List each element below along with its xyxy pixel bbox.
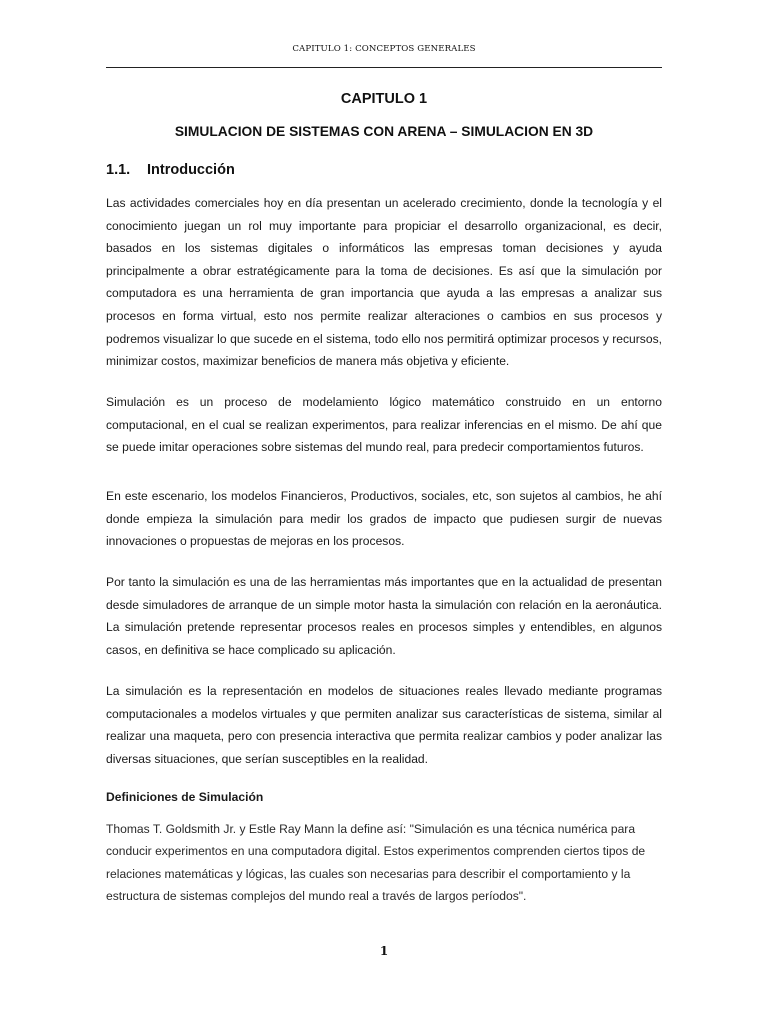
section-heading	[106, 162, 662, 178]
paragraph-representation: La simulación es la representación en modelos de situaciones reales llevado mediante programas computacionales a modelos virtuales y que permiten analizar sus características de sistema, similar al realizar una maqueta, pero con presencia interactiva que permita realizar cambios y poder analizar las diversas situaciones, que serían susceptibles en la realidad.	[106, 684, 662, 766]
definitions-heading: Definiciones de Simulación	[106, 790, 264, 804]
chapter-title: SIMULACION DE SISTEMAS CON ARENA – SIMULACION EN 3D	[174, 124, 594, 139]
running-header: CAPITULO 1: CONCEPTOS GENERALES	[292, 44, 476, 54]
section-number: 1.1.	[106, 162, 131, 178]
paragraph-tools: Por tanto la simulación es una de las herramientas más importantes que en la actualidad de presentan desde simuladores de arranque de un simple motor hasta la simulación con relación en la aeronáutica. La simulación pretende representar procesos reales en procesos simples y entendibles, en algunos casos, en definitiva se hace complicado su aplicación.	[106, 575, 662, 657]
section-title: Introducción	[147, 162, 235, 178]
header-divider	[106, 67, 662, 68]
paragraph-intro: Las actividades comerciales hoy en día presentan un acelerado crecimiento, donde la tecnología y el conocimiento juegan un rol muy importante para propiciar el desarrollo organizacional, es decir, basados en los sistemas digitales o informáticos las empresas toman decisiones y ayuda principalmente a obrar estratégicamente para la toma de decisiones. Es así que la simulación por computadora es una herramienta de gran importancia que ayuda a las empresas a analizar sus procesos en forma virtual, esto nos permite realizar alteraciones o cambios en sus procesos y podremos visualizar lo que sucede en el sistema, todo ello nos permitirá optimizar procesos y recursos, minimizar costos, maximizar beneficios de manera más objetiva y eficiente.	[106, 196, 662, 369]
page-number: 1	[379, 944, 389, 958]
definitions-text: Thomas T. Goldsmith Jr. y Estle Ray Mann la define así: "Simulación es una técnica numérica para conducir experimentos en una computadora digital. Estos experimentos comprenden ciertos tipos de relaciones matemáticas y lógicas, las cuales son necesarias para describir el comportamiento y la estructura de sistemas complejos del mundo real a través de largos períodos".	[106, 822, 646, 904]
chapter-label: CAPITULO 1	[340, 91, 428, 107]
paragraph-scenario: En este escenario, los modelos Financieros, Productivos, sociales, etc, son sujetos al cambios, he ahí donde empieza la simulación para medir los grados de impacto que pudiesen surgir de nuevas innovaciones o propuestas de mejoras en los procesos.	[106, 489, 662, 549]
paragraph-simulation-definition: Simulación es un proceso de modelamiento lógico matemático construido en un entorno computacional, en el cual se realizan experimentos, para realizar inferencias en el mismo. De ahí que se puede imitar operaciones sobre sistemas del mundo real, para predecir comportamientos futuros.	[106, 395, 662, 455]
